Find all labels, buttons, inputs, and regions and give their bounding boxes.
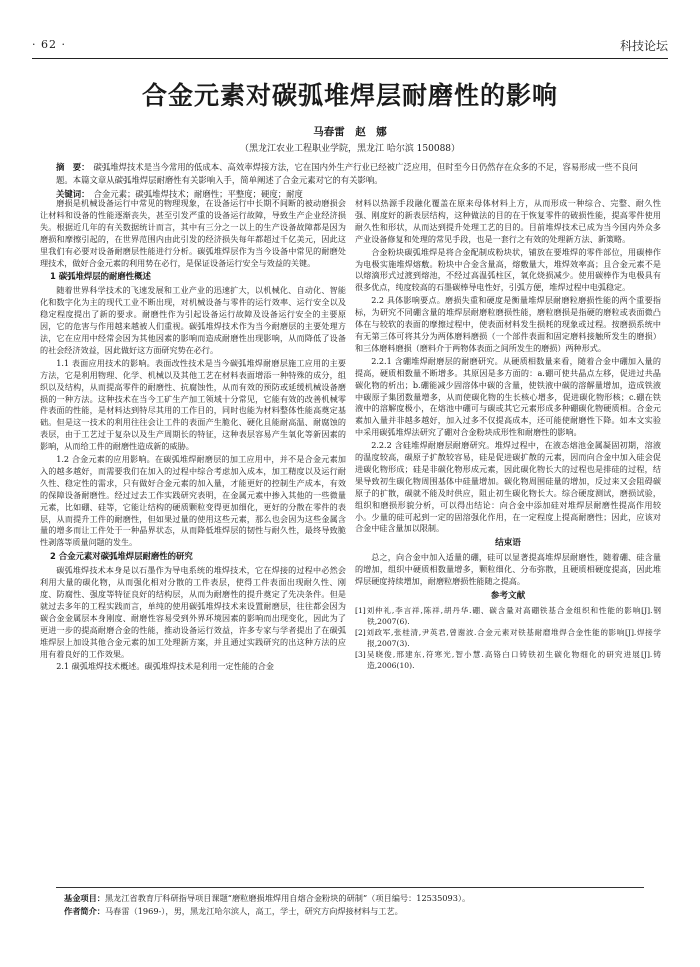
journal-section: 科技论坛: [619, 39, 668, 53]
paragraph-2-2-2: 2.2.2 含硅堆焊耐磨层耐磨研究。堆焊过程中，在液态熔池金属凝固初期，溶液的温度较高，碳原子扩散较容易，硅是促进碳扩散的元素，因而向合金中加入硅会促进碳化物形成；硅是非碳化物形成元素，因此碳化物长大的过程也是排硅的过程，结果导致初生碳化物周围基体中硅量增加。碳化物周围硅量的增加，反过来又会阻碍碳原子的扩散，碳就不能及时供应，阻止初生碳化物长大。综合硬度测试，磨损试验，组织和磨损形貌分析，可以得出结论：向合金中添加硅对堆焊层耐磨性提高作用较小。少量的硅可起到一定的固溶强化作用，在一定程度上提高耐磨性；因此，应该对合金中硅含量加以限制。: [355, 440, 661, 534]
abstract: [56, 161, 644, 186]
section-heading-1: 1 碳弧堆焊层的耐磨性概述: [50, 271, 151, 282]
fund-line: [64, 892, 644, 905]
fund-text: 黑龙江省教育厅科研指导项目课题“磨粒磨损堆焊用自熔合金粉块的研制”（项目编号：12535093）。: [104, 893, 471, 903]
paragraph-2-2-1: 2.2.1 含硼堆焊耐磨层的耐磨研究。从硬质相数量来看，随着合金中硼加入量的提高，硬质相数量不断增多。其原因是多方面的：a.硼可使共晶点左移，促进过共晶碳化物的析出；b.硼能减少固溶体中碳的含量，使铁液中碳的溶解量增加，造成铁液中碳原子集团数量增多，从而使碳化物的生长核心增多，促进碳化物形核；c.硼在铁液中的溶解度极小，在熔池中硼可与碳或其它元素形成多种硼碳化物硬质相。合金元素加入量并非越多越好，加入过多不仅提高成本，还可能使耐磨性下降。如本文实验中采用碳弧堆焊法研究了硼对合金粉块成形性和耐磨性的影响。: [355, 355, 661, 438]
running-header: [32, 34, 668, 56]
paragraph-2-1: 2.1 碳弧堆焊技术概述。碳弧堆焊技术是利用一定性能的合金: [56, 661, 274, 672]
references-heading: 参考文献: [490, 591, 526, 601]
paragraph-1-1: 1.1 表面应用技术的影响。表面改性技术是当今碳弧堆焊耐磨层施工应用的主要方法，它是利用物理、化学、机械以及其他工艺在材料表面增添一种特殊的成分，组织以及结构，从而提高零件的耐磨性、抗腐蚀性，从而有效的预防或延缓机械设备磨损的一种方法。这种技术在当今工矿生产加工领域十分常见，它能有效的改善机械零件表面的性能，是材料达到特尽其用的工作目的，同时也能为材料整体性能高奠定基础。但是这一技术的利用往往会让工件的表面产生脆化、硬化且能耐高温、耐腐蚀的表层，由于工艺过于复杂以及生产周期长的特征，这种表层容易产生氧化等新因素的影响，从而给工件的耐磨性造成新的威胁。: [40, 357, 346, 452]
abstract-text: 碳弧堆焊技术是当今常用的低成本、高效率焊接方法，它在国内外生产行业已经被广泛应用，但时至今日仍然存在众多的不足，容易形成一些不良问题。本篇文章从碳弧堆焊层耐磨性有关影响入手，简单阐述了合金元素对它的有关影响。: [56, 162, 638, 185]
intro-paragraph: 磨损是机械设备运行中常见的物理现象，在设备运行中长期不间断的被动磨损会让材料和设备的性能逐渐丧失，甚至引发严重的设备运行故障，导致生产企业经济损失。根据近几年的有关数据统计而言，其中有三分之一以上的生产设备故障都是因为磨损和摩擦引起的，在世界范围内由此引发的经济损失每年都超过千亿美元，因此这里我们有必要对设备耐磨层性能进行分析。碳弧堆焊层作为当今设备中常见的耐磨处理技术，做好合金元素的利用势在必行，是保证设备运行安全与效益的关键。: [40, 198, 346, 268]
reference-item: [3]吴晓俊,邢建东,符寒光,智小慧.高铬白口铸铁初生碳化物细化的研究进展[J].铸造,2006(10).: [355, 649, 661, 670]
paragraph-2-1-continued: 材料以热源手段融化覆盖在原来母体材料上方，从而形成一种综合、完整、耐久性强、刚度好的新表层结构，这种做法的目的在于恢复零件的破损性能，提高零件使用耐久性和形状，从而达到提升处理工艺的目的。目前堆焊技术已成为当今国内外众多产业设备修复和处理的常见手段，也是一套行之有效的处理新方法、新策略。: [355, 198, 661, 244]
author-bio-line: [64, 905, 644, 918]
reference-item: [1]刘仲礼,李言祥,陈祥,胡丹华.硼、碳含量对高硼铁基合金组织和性能的影响[J].钢铁,2007(6).: [355, 605, 661, 626]
abstract-label: 摘 要：: [56, 162, 90, 172]
conclusion-paragraph: 总之，向合金中加入适量的硼，硅可以显著提高堆焊层耐磨性，随着硼、硅含量的增加，组织中硬质相数量增多，颗粒细化、分布弥散，且硬质相硬度提高，因此堆焊层硬度持续增加，耐磨粒磨损性能随之提高。: [355, 552, 661, 587]
reference-item: [2]刘政军,张桂清,尹英君,曾谢波.合金元素对铁基耐磨堆焊合金性能的影响[J].焊接学报,2007(3).: [355, 627, 661, 648]
keywords-text: 合金元素；碳弧堆焊技术；耐磨性；平整度；硬度；耐度: [93, 189, 303, 199]
left-column: [40, 198, 346, 878]
abstract-block: [56, 161, 644, 201]
keywords-label: 关键词：: [56, 189, 90, 199]
affiliation: （黑龙江农业工程职业学院，黑龙江 哈尔滨 150088）: [239, 144, 461, 154]
paragraph-2-2: 2.2 具体影响要点。磨损失重和硬度是衡量堆焊层耐磨粒磨损性能的两个重要指标，为研究不同硼含量的堆焊层耐磨粒磨损性能，磨粒磨损是指硬的磨粒或表面微凸体在与较软的表面的摩擦过程中，使表面材料发生损耗的现象或过程。按磨损系统中有无第三体可将其分为两体磨料磨损（一个部件表面和固定磨料接触所发生的磨损）和三体磨料磨损（磨料介于两物体表面之间所发生的磨损）两种形式。: [355, 295, 661, 353]
footnote: [64, 892, 644, 918]
author-bio-label: 作者简介：: [64, 906, 105, 916]
author-bio-text: 马春雷（1969-），男，黑龙江哈尔滨人，高工，学士，研究方向焊接材料与工艺。: [104, 906, 403, 916]
article-title: 合金元素对碳弧堆焊层耐磨性的影响: [141, 81, 558, 110]
paragraph-2: 碳弧堆焊技术本身是以石墨作为导电系统的堆焊技术，它在焊接的过程中必然会利用大量的碳化物，从而强化相对分散的工件表层，使得工件表面出现耐久性、刚度、防腐性、强度等特征良好的结构层，从而为耐磨性的提升奠定了先决条件。但是就过去多年的工程实践而言，单纯的使用碳弧堆焊技术来设置耐磨层，往往都会因为碳合金金属层本身刚度、耐磨性容易受到外界环境因素的影响而出现变化，因此为了更进一步的提高耐磨合金的性能，推动设备运行效益，许多专家与学者提出了在碳弧堆焊层上加设其他合金元素的加工处理新方案，并且通过实践研究的出这种方法的应用有着良好的工作效果。: [40, 565, 346, 659]
conclusion-heading: 结束语: [495, 538, 521, 549]
paragraph-1: 随着世界科学技术的飞速发展和工业产业的迅速扩大，以机械化、自动化、智能化和数字化为主的现代工业不断出现，对机械设备与零件的运行效率、运行安全以及稳定程度提出了新的要求。耐磨性作为引起设备运行故障及设备运行安全的主要原因，它的危害与作用越来越被人们重视。碳弧堆焊技术作为当今耐磨层的主要处理方法，它在应用中经常会因为其他因素的影响而造成耐磨性出现影响，从而降低了设备的社会经济效益，因此做好这方面研究势在必行。: [40, 285, 346, 355]
paragraph-1-2: 1.2 合金元素的应用影响。在碳弧堆焊耐磨层的加工应用中，并不是合金元素加入的越多越好，而需要我们在加入的过程中综合考虑加入成本，加工精度以及运行耐久性、稳定性的需求，只有做好合金元素的加入量，才能更好的控制生产成本，有效的保障设备耐磨性。经过过去工作实践研究表明，在金属元素中掺入其他的一些微量元素，比如硼、硅等，它能让结构的硬质颗粒变得更加细化，更好的分散在零件的表层，从而提升工件的耐磨性，但如果过量的使用这些元素，那么也会因为这些金属含量的增多而让工件处于一种晶界状态，从而降低堆焊层的韧性与耐久性，最终导致脆性剥落等质量问题的发生。: [40, 454, 346, 548]
section-heading-2: 2 合金元素对碳弧堆焊层耐磨性的研究: [50, 551, 193, 562]
paragraph-2-1-powder: 合金粉块碳弧堆焊是将合金配制成粉块状，铺放在要堆焊的零件部位，用碳棒作为电极实施堆焊熔敷。粉块中合金含量高，熔敷量大，堆焊效率高；且合金元素不是以熔滴形式过渡到熔池，不经过高温弧柱区，氧化烧损减少。使用碳棒作为电极具有很多优点，纯度较高的石墨碳棒导电性好，引弧方便，堆焊过程中电弧稳定。: [355, 246, 661, 293]
header-rule: [32, 58, 668, 59]
fund-label: 基金项目：: [64, 893, 105, 903]
authors: 马春雷 赵 娜: [313, 126, 387, 138]
right-column: [355, 198, 661, 878]
footnote-rule: [56, 887, 644, 888]
page-number: · 62 ·: [32, 38, 66, 51]
